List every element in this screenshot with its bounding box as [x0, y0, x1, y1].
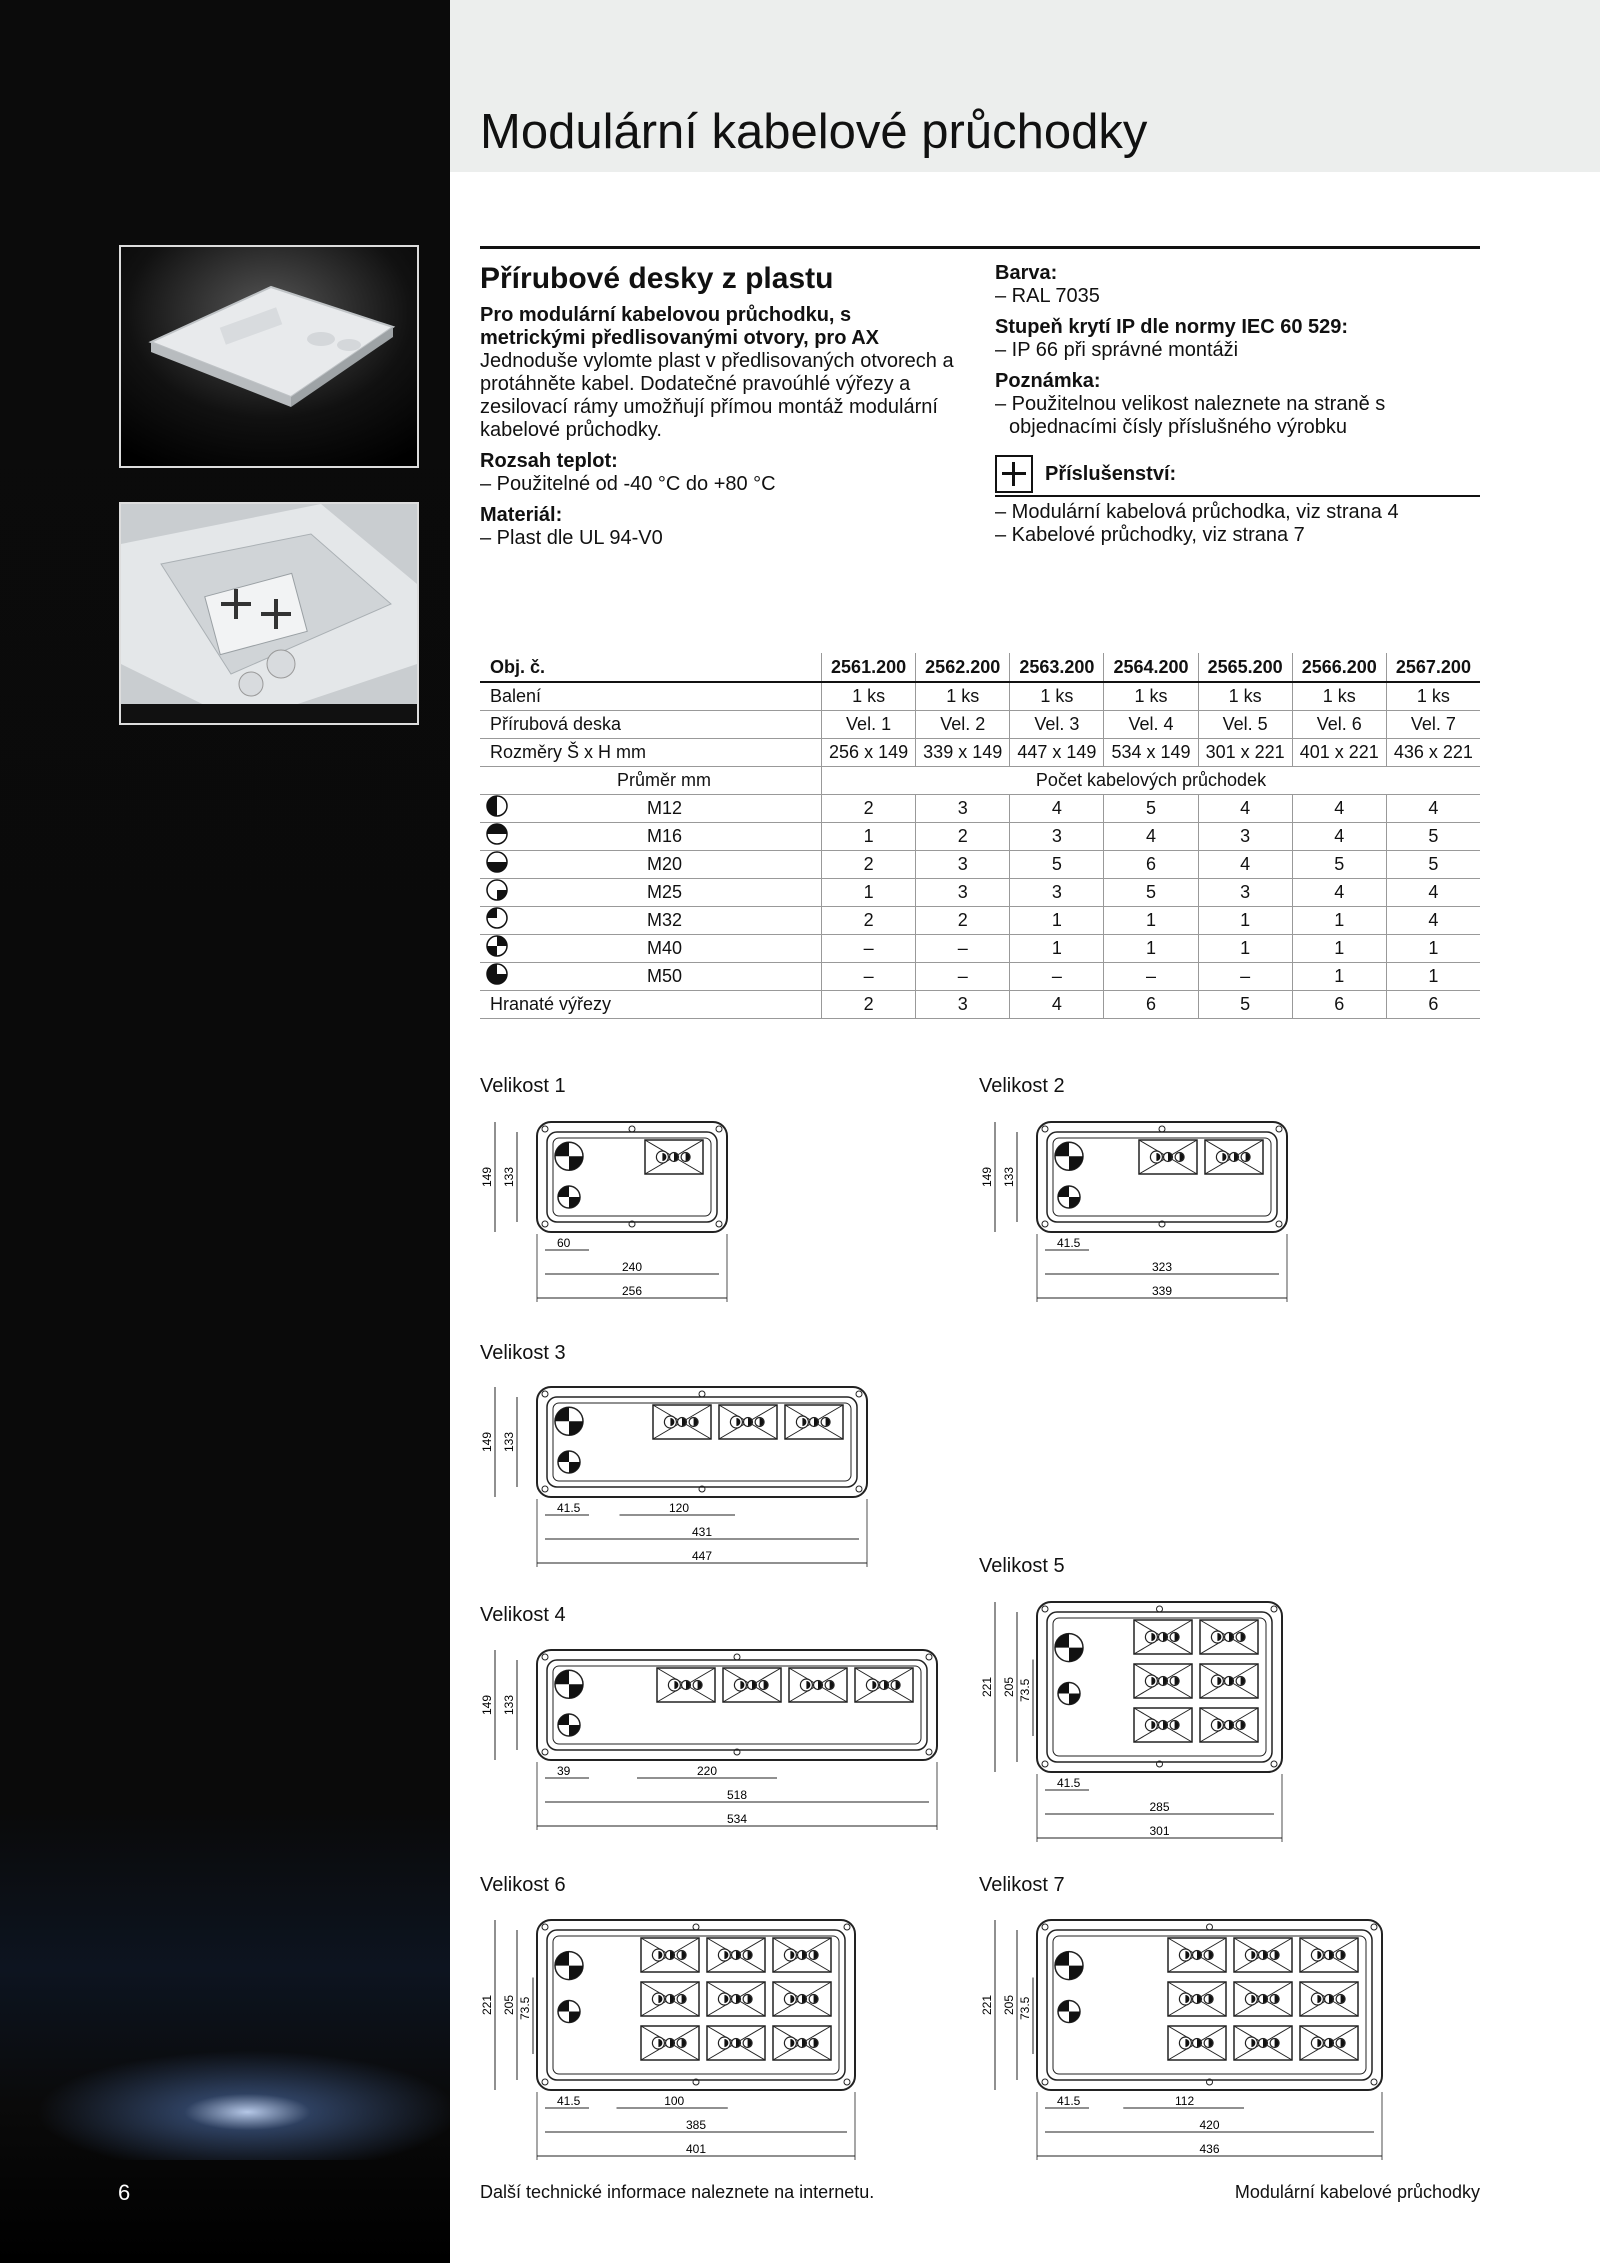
dim-outer-width: 401 — [686, 2142, 707, 2156]
cell: 3 — [916, 851, 1010, 879]
table-row — [480, 879, 1480, 907]
dim-pitch: 112 — [1175, 2094, 1195, 2108]
dim-outer-width: 436 — [1199, 2142, 1220, 2156]
table-row — [480, 739, 1480, 767]
cell: – — [822, 963, 916, 991]
cell: 1 ks — [1010, 682, 1104, 711]
table-row — [480, 963, 1480, 991]
dimension-drawing — [477, 1648, 967, 1848]
cell: 4 — [1010, 991, 1104, 1019]
cell: – — [1104, 963, 1198, 991]
cell: 1 — [822, 879, 916, 907]
cell: 436 x 221 — [1386, 739, 1480, 767]
order-number: 2564.200 — [1104, 653, 1198, 682]
gland-size: M20 — [522, 851, 822, 879]
cell: 1 — [1104, 907, 1198, 935]
dim-offset: 41.5 — [1057, 1776, 1081, 1790]
cell: Vel. 3 — [1010, 711, 1104, 739]
dim-outer-height: 149 — [480, 1694, 494, 1715]
cell: 2 — [916, 907, 1010, 935]
row-label: Přírubová deska — [480, 711, 822, 739]
cell: 1 ks — [1198, 682, 1292, 711]
dim-inner-height: 133 — [502, 1431, 516, 1452]
dim-inner-width: 420 — [1199, 2118, 1220, 2132]
table-row — [480, 907, 1480, 935]
section-subheading: Pro modulární kabelovou průchodku, s metrickými předlisovanými otvory, pro AX — [480, 304, 880, 349]
description-column — [480, 262, 960, 550]
dim-inner-height: 133 — [502, 1694, 516, 1715]
cell: 6 — [1104, 851, 1198, 879]
dim-outer-width: 339 — [1152, 1284, 1173, 1298]
table-row — [480, 823, 1480, 851]
dim-pitch: 100 — [664, 2094, 685, 2108]
order-number-label: Obj. č. — [480, 653, 822, 682]
cell: 534 x 149 — [1104, 739, 1198, 767]
dim-inner-width: 431 — [692, 1525, 713, 1539]
cell: 3 — [1198, 823, 1292, 851]
cell: 5 — [1010, 851, 1104, 879]
cell: – — [1010, 963, 1104, 991]
footer-right: Modulární kabelové průchodky — [1234, 2182, 1480, 2202]
cell: – — [916, 963, 1010, 991]
table-row — [480, 991, 1480, 1019]
cell: Vel. 7 — [1386, 711, 1480, 739]
dim-outer-height: 149 — [480, 1166, 494, 1187]
spec-table — [480, 653, 1480, 1019]
drawing-label: Velikost 4 — [480, 1604, 566, 1626]
product-photo-plate — [119, 245, 419, 468]
cell: Vel. 1 — [822, 711, 916, 739]
gland-size: M25 — [522, 879, 822, 907]
table-row — [480, 851, 1480, 879]
section-heading: Přírubové desky z plastu — [480, 262, 834, 295]
cell: 1 — [1386, 963, 1480, 991]
cell: 1 — [1104, 935, 1198, 963]
cell: 1 — [1292, 907, 1386, 935]
gland-icon — [480, 851, 522, 879]
dim-outer-height: 221 — [980, 1676, 994, 1697]
cell: 4 — [1198, 851, 1292, 879]
cell: Vel. 5 — [1198, 711, 1292, 739]
dim-outer-height: 149 — [480, 1431, 494, 1452]
order-number: 2566.200 — [1292, 653, 1386, 682]
cell: 2 — [822, 907, 916, 935]
table-row — [480, 711, 1480, 739]
cutouts-label: Hranaté výřezy — [480, 991, 822, 1019]
drawing-label: Velikost 2 — [979, 1075, 1065, 1097]
dim-inner-height: 205 — [1002, 1676, 1016, 1697]
cell: 301 x 221 — [1198, 739, 1292, 767]
color-label: Barva: — [995, 262, 1058, 284]
cell: 1 — [1010, 907, 1104, 935]
page-title: Modulární kabelové průchodky — [480, 105, 1148, 159]
cell: 1 ks — [1292, 682, 1386, 711]
dim-offset: 60 — [557, 1236, 571, 1250]
drawing-label: Velikost 6 — [480, 1874, 566, 1896]
dimension-drawing — [477, 1385, 897, 1585]
product-photo-installed — [119, 502, 419, 725]
cell: 1 — [1010, 935, 1104, 963]
cell: 401 x 221 — [1292, 739, 1386, 767]
dim-outer-height: 149 — [980, 1166, 994, 1187]
cell: 5 — [1198, 991, 1292, 1019]
cell: Vel. 4 — [1104, 711, 1198, 739]
order-number: 2567.200 — [1386, 653, 1480, 682]
row-label: Balení — [480, 682, 822, 711]
dim-outer-width: 447 — [692, 1549, 713, 1563]
cell: 5 — [1104, 879, 1198, 907]
gland-icon — [480, 963, 522, 991]
cell: 2 — [822, 851, 916, 879]
cell: 1 ks — [1386, 682, 1480, 711]
gland-icon — [480, 935, 522, 963]
cell: 4 — [1198, 795, 1292, 823]
accessory-item: – Kabelové průchodky, viz strana 7 — [995, 524, 1305, 546]
dim-offset: 41.5 — [557, 2094, 581, 2108]
cell: 4 — [1292, 879, 1386, 907]
dim-mid-height: 73.5 — [1018, 1996, 1032, 2020]
cell: 256 x 149 — [822, 739, 916, 767]
cell: – — [1198, 963, 1292, 991]
drawing-label: Velikost 7 — [979, 1874, 1065, 1896]
cell: 339 x 149 — [916, 739, 1010, 767]
plus-icon — [995, 455, 1033, 493]
accessories-header — [995, 455, 1480, 497]
dimension-drawing — [977, 1918, 1412, 2178]
dim-inner-height: 205 — [1002, 1994, 1016, 2015]
cell: 1 — [1292, 935, 1386, 963]
gland-icon — [480, 823, 522, 851]
cell: 4 — [1292, 795, 1386, 823]
cell: 4 — [1104, 823, 1198, 851]
accessory-item: – Modulární kabelová průchodka, viz strana 4 — [995, 501, 1399, 523]
cell: 4 — [1386, 879, 1480, 907]
page-number: 6 — [118, 2180, 131, 2205]
dim-inner-width: 240 — [622, 1260, 643, 1274]
order-number: 2562.200 — [916, 653, 1010, 682]
order-number: 2561.200 — [822, 653, 916, 682]
dim-outer-width: 256 — [622, 1284, 643, 1298]
cell: 2 — [822, 991, 916, 1019]
cell: 6 — [1386, 991, 1480, 1019]
ip-value: – IP 66 při správné montáži — [995, 339, 1239, 361]
cell: 1 ks — [916, 682, 1010, 711]
cell: 3 — [1010, 879, 1104, 907]
cell: 4 — [1292, 823, 1386, 851]
dim-pitch: 120 — [669, 1501, 690, 1515]
cell: 3 — [916, 879, 1010, 907]
dimension-drawing — [977, 1600, 1312, 1860]
material-value: – Plast dle UL 94-V0 — [480, 527, 663, 549]
cell: Vel. 2 — [916, 711, 1010, 739]
section-rule — [480, 246, 1480, 249]
dim-offset: 39 — [557, 1764, 571, 1778]
cell: 3 — [1198, 879, 1292, 907]
row-label: Rozměry Š x H mm — [480, 739, 822, 767]
cell: Vel. 6 — [1292, 711, 1386, 739]
dimension-drawing — [477, 1120, 757, 1320]
order-number: 2563.200 — [1010, 653, 1104, 682]
dim-offset: 41.5 — [1057, 2094, 1081, 2108]
dim-inner-height: 133 — [502, 1166, 516, 1187]
cell: 4 — [1386, 795, 1480, 823]
cell: 1 — [822, 823, 916, 851]
cell: 5 — [1104, 795, 1198, 823]
footer-left: Další technické informace naleznete na internetu. — [480, 2182, 875, 2202]
gland-icon — [480, 795, 522, 823]
dim-inner-width: 385 — [686, 2118, 707, 2132]
cell: 2 — [916, 823, 1010, 851]
intro-text: Jednoduše vylomte plast v předlisovaných otvorech a protáhněte kabel. Dodatečné pravoúhlé výřezy a zesilovací rámy umožňují přímou montáž modulární kabelové průchodky. — [480, 350, 954, 441]
dim-inner-height: 205 — [502, 1994, 516, 2015]
cell: 447 x 149 — [1010, 739, 1104, 767]
material-label: Materiál: — [480, 504, 563, 526]
drawing-label: Velikost 5 — [979, 1555, 1065, 1577]
cell: 5 — [1386, 823, 1480, 851]
cell: 1 — [1292, 963, 1386, 991]
cell: 4 — [1386, 907, 1480, 935]
dim-inner-width: 285 — [1149, 1800, 1170, 1814]
cell: 3 — [916, 991, 1010, 1019]
cell: 5 — [1292, 851, 1386, 879]
temp-label: Rozsah teplot: — [480, 450, 618, 472]
gland-size: M16 — [522, 823, 822, 851]
table-row — [480, 682, 1480, 711]
dim-mid-height: 73.5 — [1018, 1678, 1032, 1702]
dim-outer-height: 221 — [480, 1994, 494, 2015]
cell: 1 — [1198, 935, 1292, 963]
cell: – — [916, 935, 1010, 963]
light-glow — [0, 2040, 450, 2160]
cell: 1 ks — [822, 682, 916, 711]
ip-label: Stupeň krytí IP dle normy IEC 60 529: — [995, 316, 1349, 338]
gland-icon — [480, 879, 522, 907]
cell: 3 — [916, 795, 1010, 823]
order-number: 2565.200 — [1198, 653, 1292, 682]
dimension-drawing — [977, 1120, 1317, 1320]
note-label: Poznámka: — [995, 370, 1101, 392]
dim-inner-height: 133 — [1002, 1166, 1016, 1187]
diameter-header-row — [480, 767, 1480, 795]
dim-inner-width: 323 — [1152, 1260, 1173, 1274]
accessories-label: Příslušenství: — [1045, 462, 1177, 485]
count-label: Počet kabelových průchodek — [822, 767, 1481, 795]
table-row — [480, 795, 1480, 823]
cell: 5 — [1386, 851, 1480, 879]
cell: 6 — [1292, 991, 1386, 1019]
diameter-label: Průměr mm — [522, 767, 822, 795]
cell: 2 — [822, 795, 916, 823]
color-value: – RAL 7035 — [995, 285, 1100, 307]
gland-size: M40 — [522, 935, 822, 963]
dimension-drawing — [477, 1918, 885, 2178]
cell: 1 — [1386, 935, 1480, 963]
cell: 3 — [1010, 823, 1104, 851]
cell: 1 — [1198, 907, 1292, 935]
dim-inner-width: 518 — [727, 1788, 748, 1802]
cell: 6 — [1104, 991, 1198, 1019]
gland-size: M32 — [522, 907, 822, 935]
dim-pitch: 220 — [697, 1764, 718, 1778]
dim-outer-height: 221 — [980, 1994, 994, 2015]
table-row — [480, 935, 1480, 963]
gland-icon — [480, 907, 522, 935]
table-header-row — [480, 653, 1480, 682]
dim-mid-height: 73.5 — [518, 1996, 532, 2020]
dim-outer-width: 534 — [727, 1812, 748, 1826]
gland-size: M50 — [522, 963, 822, 991]
cell: 4 — [1010, 795, 1104, 823]
dim-offset: 41.5 — [557, 1501, 581, 1515]
drawing-label: Velikost 1 — [480, 1075, 566, 1097]
cell: – — [822, 935, 916, 963]
temp-value: – Použitelné od -40 °C do +80 °C — [480, 473, 776, 495]
drawing-label: Velikost 3 — [480, 1342, 566, 1364]
properties-column — [995, 262, 1480, 547]
cell: 1 ks — [1104, 682, 1198, 711]
dim-outer-width: 301 — [1149, 1824, 1170, 1838]
dim-offset: 41.5 — [1057, 1236, 1081, 1250]
note-value: – Použitelnou velikost naleznete na straně s objednacími čísly příslušného výrobku — [995, 393, 1386, 438]
gland-size: M12 — [522, 795, 822, 823]
